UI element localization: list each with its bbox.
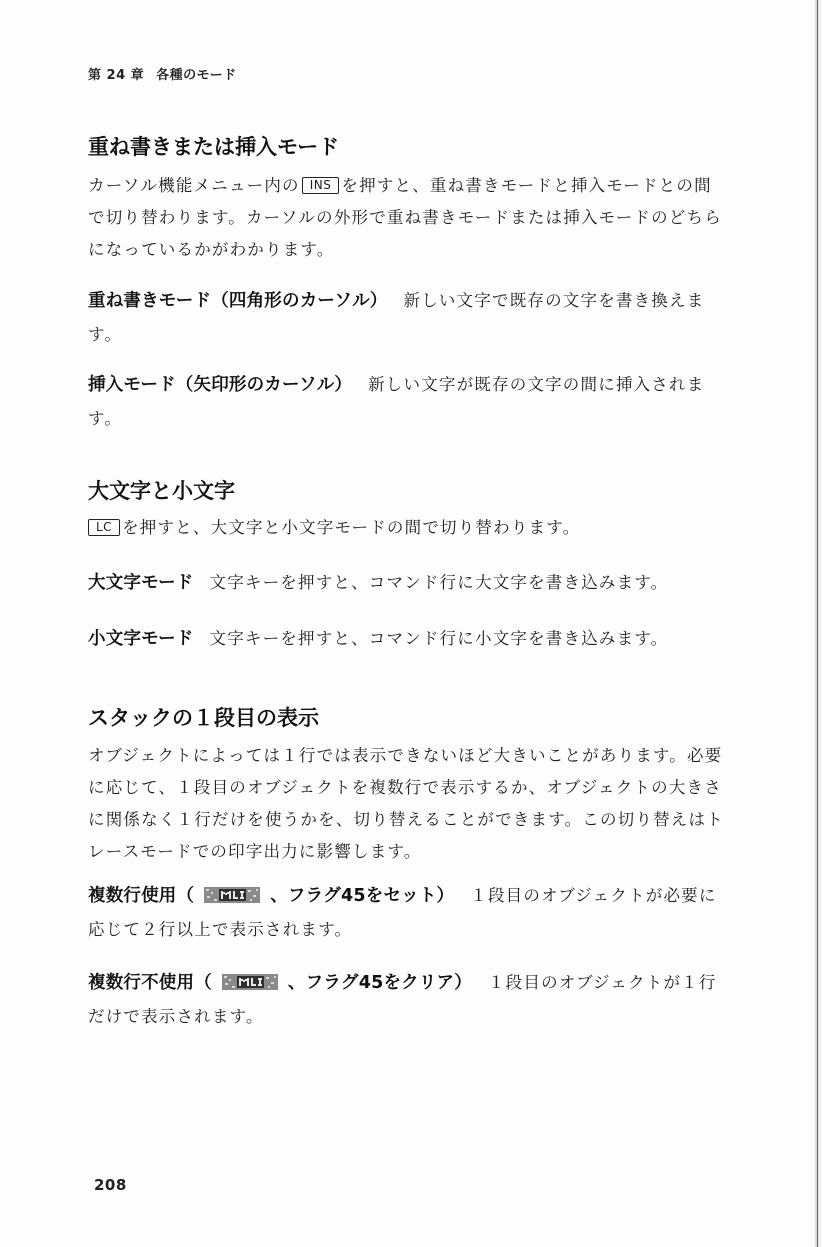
header-title: 各種のモード — [156, 68, 237, 83]
term-lowercase-mode — [88, 622, 724, 656]
term-desc: １段目のオブジェクトが１行だけで表示されます。 — [88, 973, 717, 1026]
term-title: 重ね書きモード（四角形のカーソル） — [88, 291, 388, 311]
header-chapter: 第 24 章 — [88, 68, 145, 83]
term-uppercase-mode — [88, 566, 724, 600]
lc-key-icon: LC — [88, 519, 120, 536]
term-desc: 文字キーを押すと、コマンド行に大文字を書き込みます。 — [209, 573, 669, 592]
term-desc: １段目のオブジェクトが必要に応じて２行以上で表示されます。 — [88, 886, 717, 939]
page-edge-line — [817, 0, 818, 1247]
heading-case: 大文字と小文字 — [88, 479, 235, 503]
ins-key-icon: INS — [302, 177, 340, 194]
mline-key-icon — [204, 887, 260, 903]
heading-overwrite-insert: 重ね書きまたは挿入モード — [88, 135, 340, 159]
term-title-b: 、フラグ45をセット） — [270, 886, 455, 906]
term-single-line — [88, 966, 724, 1034]
term-title: 大文字モード — [88, 573, 194, 593]
paragraph-overwrite — [88, 170, 724, 266]
term-title: 小文字モード — [88, 629, 194, 649]
page-edge-shadow — [814, 0, 822, 1247]
page-number: 208 — [94, 1176, 127, 1194]
term-desc: 文字キーを押すと、コマンド行に小文字を書き込みます。 — [209, 629, 669, 648]
paragraph-text: を押すと、重ね書きモードと挿入モードとの間で切り替わります。カーソルの外形で重ね書きモードまたは挿入モードのどちらになっているかがわかります。 — [88, 176, 722, 259]
paragraph-text: カーソル機能メニュー内の — [88, 176, 300, 195]
term-multiline — [88, 879, 724, 947]
term-insert-mode — [88, 368, 724, 436]
term-title: 挿入モード（矢印形のカーソル） — [88, 375, 353, 395]
term-overwrite-mode — [88, 284, 724, 352]
paragraph-stack: オブジェクトによっては１行では表示できないほど大きいことがあります。必要に応じて、１段目のオブジェクトを複数行で表示するか、オブジェクトの大きさに関係なく１行だけを使うかを、切り替えることができます。この切り替えはトレースモードでの印字出力に影響します。 — [88, 746, 724, 861]
term-title-b: 、フラグ45をクリア） — [287, 973, 472, 993]
term-desc: 新しい文字で既存の文字を書き換えます。 — [88, 291, 705, 344]
paragraph-case — [88, 512, 724, 544]
term-title-a: 複数行不使用（ — [88, 973, 212, 993]
term-title-a: 複数行使用（ — [88, 886, 195, 906]
heading-stack-level1: スタックの１段目の表示 — [88, 706, 319, 730]
term-desc: 新しい文字が既存の文字の間に挿入されます。 — [88, 375, 705, 428]
running-header — [88, 64, 237, 83]
paragraph-text: を押すと、大文字と小文字モードの間で切り替わります。 — [122, 518, 581, 537]
mline-key-icon — [222, 974, 278, 990]
